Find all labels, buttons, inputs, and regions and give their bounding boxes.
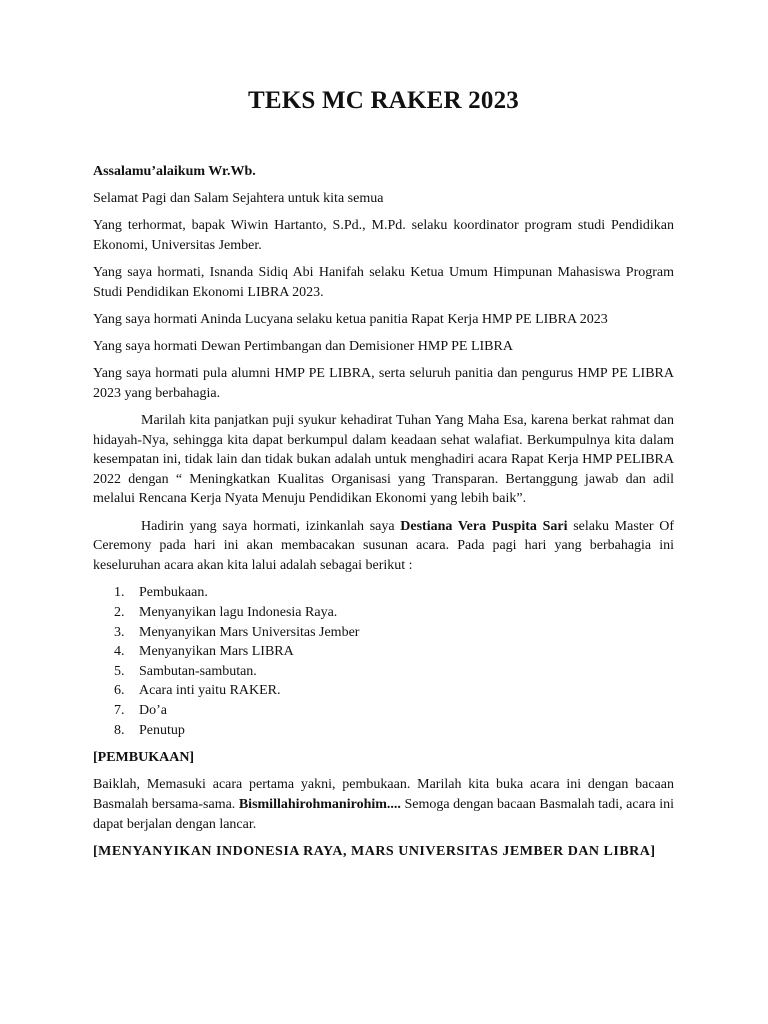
agenda-text: Menyanyikan lagu Indonesia Raya. <box>139 605 338 621</box>
basmalah-text: Bismillahirohmanirohim.... <box>238 796 401 812</box>
agenda-number: 4. <box>114 644 125 660</box>
section-heading-songs: [MENYANYIKAN INDONESIA RAYA, MARS UNIVERSITAS JEMBER DAN LIBRA] <box>93 843 656 859</box>
agenda-item <box>93 603 674 623</box>
agenda-text: Pembukaan. <box>139 585 208 601</box>
agenda-text: Menyanyikan Mars LIBRA <box>139 644 294 660</box>
agenda-item <box>93 701 674 721</box>
document-body <box>93 162 674 869</box>
agenda-text: Acara inti yaitu RAKER. <box>139 683 281 699</box>
agenda-number: 1. <box>114 585 125 601</box>
document-page <box>93 0 674 1024</box>
opening-text: Baiklah, Memasuki acara pertama yakni, pembukaan. Marilah kita buka acara ini dengan bacaan Basmalah bersama-sama. <box>93 777 674 812</box>
opening-text: Semoga dengan bacaan Basmalah tadi, acara ini dapat berjalan dengan lancar. <box>93 796 675 832</box>
agenda-item <box>93 642 674 662</box>
opening-paragraph <box>93 775 674 834</box>
respect-paragraph: Yang saya hormati Dewan Pertimbangan dan Demisioner HMP PE LIBRA <box>93 339 513 355</box>
section-heading-opening: [PEMBUKAAN] <box>93 750 195 766</box>
respect-paragraph: Yang saya hormati Aninda Lucyana selaku ketua panitia Rapat Kerja HMP PE LIBRA 2023 <box>93 311 608 327</box>
greeting: Assalamu’alaikum Wr.Wb. <box>93 164 256 179</box>
agenda-item <box>93 583 674 603</box>
agenda-text: Sambutan-sambutan. <box>139 663 257 679</box>
agenda-number: 2. <box>114 605 125 621</box>
mc-intro-text: Hadirin yang saya hormati, izinkanlah saya <box>141 518 401 534</box>
agenda-item <box>93 662 674 682</box>
respect-paragraph: Yang terhormat, bapak Wiwin Hartanto, S.Pd., M.Pd. selaku koordinator program studi Pendidikan Ekonomi, Universitas Jember. <box>93 218 674 253</box>
agenda-text: Penutup <box>139 722 185 738</box>
agenda-number: 6. <box>114 683 125 699</box>
agenda-number: 8. <box>114 722 125 738</box>
agenda-item <box>93 623 674 643</box>
agenda-text: Do’a <box>139 703 167 718</box>
agenda-text: Menyanyikan Mars Universitas Jember <box>139 624 360 640</box>
document-title: TEKS MC RAKER 2023 <box>248 87 519 114</box>
gratitude-paragraph: Marilah kita panjatkan puji syukur kehadirat Tuhan Yang Maha Esa, karena berkat rahmat dan hidayah-Nya, sehingga kita dapat berkumpul dalam keadaan sehat walafiat. Berkumpulnya kita dalam kesempatan ini, tidak lain dan tidak bukan adalah untuk menghadiri acara Rapat Kerja HMP PELIBRA 2022 dengan “ Meningkatkan Kualitas Organisasi yang Transparan. Bertanggung jawab dan adil melalui Rencana Kerja Nyata Menuju Pendidikan Ekonomi yang lebih baik”. <box>93 413 674 507</box>
agenda-number: 5. <box>114 663 125 679</box>
agenda-number: 3. <box>114 624 125 640</box>
agenda-list <box>93 583 674 740</box>
opening-greeting: Selamat Pagi dan Salam Sejahtera untuk kita semua <box>93 191 384 207</box>
respect-paragraph: Yang saya hormati, Isnanda Sidiq Abi Hanifah selaku Ketua Umum Himpunan Mahasiswa Program Studi Pendidikan Ekonomi LIBRA 2023. <box>93 265 674 300</box>
agenda-number: 7. <box>114 703 125 718</box>
mc-name: Destiana Vera Puspita Sari <box>400 518 568 534</box>
mc-intro-paragraph <box>93 517 674 576</box>
agenda-item <box>93 721 674 741</box>
agenda-item <box>93 681 674 701</box>
respect-paragraph: Yang saya hormati pula alumni HMP PE LIBRA, serta seluruh panitia dan pengurus HMP PE LIBRA 2023 yang berbahagia. <box>93 366 674 401</box>
mc-intro-text: selaku Master Of Ceremony pada hari ini akan membacakan susunan acara. Pada pagi hari yang berbahagia ini keseluruhan acara akan kita lalui adalah sebagai berikut : <box>93 518 675 573</box>
